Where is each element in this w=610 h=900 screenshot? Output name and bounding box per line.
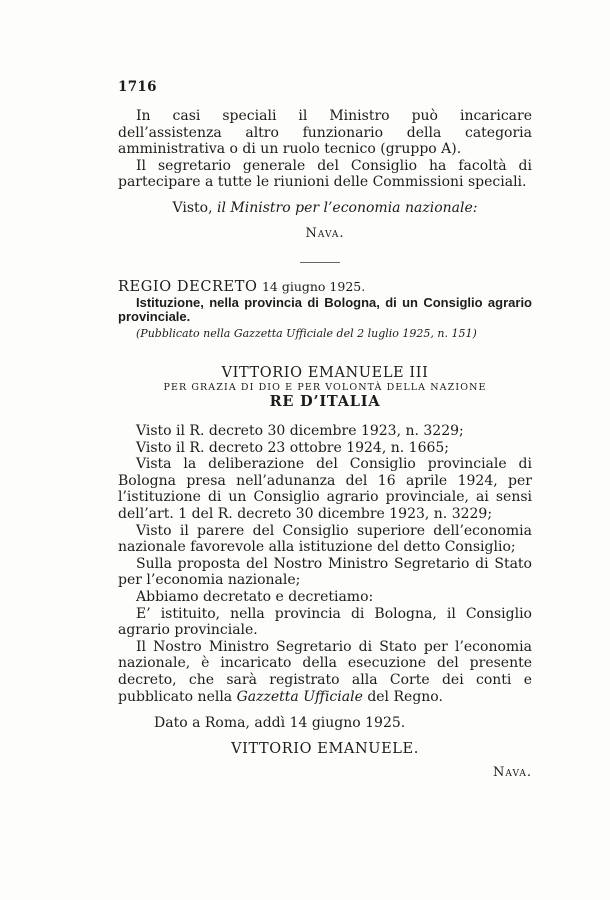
visto-parere: Visto il parere del Consiglio superiore dell’economia nazionale favorevole alla istituzione del detto Consiglio; bbox=[118, 522, 532, 556]
visto-prefix: Visto, bbox=[172, 199, 213, 216]
decree-header bbox=[118, 279, 532, 341]
decree-intro bbox=[118, 365, 532, 410]
decree-body bbox=[118, 423, 532, 782]
decree-heading-line bbox=[118, 279, 532, 296]
abbiamo-decretato: Abbiamo decretato e decretiamo: bbox=[136, 588, 374, 605]
visto-decree-1923: Visto il R. decreto 30 dicembre 1923, n. 3229; bbox=[136, 423, 464, 439]
visto-line bbox=[118, 200, 532, 217]
execution-end: del Regno. bbox=[367, 688, 443, 705]
execution-paragraph bbox=[118, 639, 532, 705]
previous-decree-end bbox=[118, 108, 532, 242]
publication-note bbox=[118, 326, 532, 341]
decree-heading: REGIO DECRETO bbox=[118, 279, 258, 295]
king-name: VITTORIO EMANUELE III bbox=[221, 365, 429, 381]
article-istituito: E’ istituito, nella provincia di Bologna, il Consiglio agrario provinciale. bbox=[118, 605, 532, 639]
signature-nava-2: Nava. bbox=[493, 765, 532, 781]
decree-subject: Istituzione, nella provincia di Bologna, di un Consiglio agrario provinciale. bbox=[118, 294, 532, 325]
signature-king: VITTORIO EMANUELE. bbox=[231, 740, 419, 757]
visto-decree-1924: Visto il R. decreto 23 ottobre 1924, n. 1665; bbox=[136, 439, 450, 456]
section-divider bbox=[300, 262, 340, 263]
execution-text: Il Nostro Ministro Segretario di Stato per l’economia nazionale, è incaricato della esecuzione del presente decreto, che sarà registrato alla Corte dei conti e pubblicato nella bbox=[118, 638, 532, 705]
paragraph-segretario: Il segretario generale del Consiglio ha facoltà di partecipare a tutte le riunioni delle Commissioni speciali. bbox=[118, 157, 532, 191]
grace-line: PER GRAZIA DI DIO E PER VOLONTÀ DELLA NAZIONE bbox=[163, 381, 487, 393]
publication-text: (Pubblicato nella Gazzetta Ufficiale del 2 luglio 1925, n. 151) bbox=[136, 326, 477, 340]
dato-a-roma: Dato a Roma, addì 14 giugno 1925. bbox=[154, 715, 406, 732]
page-number: 1716 bbox=[118, 79, 157, 95]
visto-minister: il Ministro per l’economia nazionale: bbox=[217, 199, 478, 216]
gazzetta-ufficiale: Gazzetta Ufficiale bbox=[236, 688, 363, 705]
vista-deliberazione: Vista la deliberazione del Consiglio provinciale di Bologna presa nell’adunanza del 16 aprile 1924, per l’istituzione di un Consiglio agrario provinciale, ai sensi dell’art. 1 del R. decreto 30 dicembre 1923, n. 3229; bbox=[118, 456, 532, 522]
signature-nava-1: Nava. bbox=[305, 225, 345, 241]
sulla-proposta: Sulla proposta del Nostro Ministro Segretario di Stato per l’economia nazionale; bbox=[118, 555, 532, 589]
king-title: RE D’ITALIA bbox=[269, 392, 381, 410]
paragraph-assistenza: In casi speciali il Ministro può incaricare dell’assistenza altro funzionario della categoria amministrativa o di un ruolo tecnico (gruppo A). bbox=[118, 108, 532, 158]
decree-date: 14 giugno 1925. bbox=[261, 279, 366, 294]
